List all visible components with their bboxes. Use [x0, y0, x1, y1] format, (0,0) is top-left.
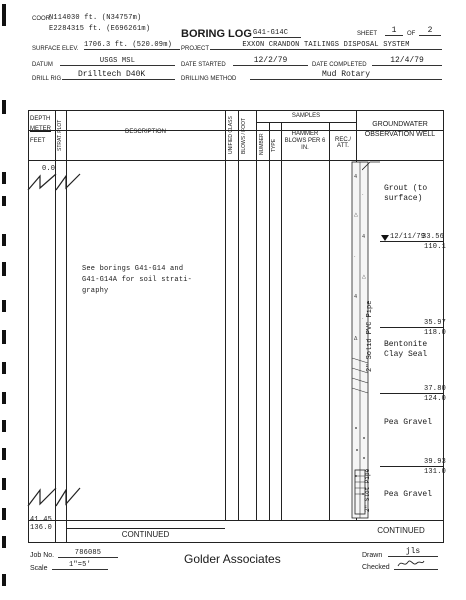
col-blows-foot: BLOWS / FOOT — [241, 117, 247, 154]
svg-text:4: 4 — [362, 234, 366, 240]
drawn-by: jls — [388, 547, 438, 557]
description-text: See borings G41-G14 and G41-G14A for soil strati- graphy — [82, 265, 193, 295]
pea-gravel-1-depth-m: 37.80 — [424, 385, 447, 393]
depth-top: 0.0 — [42, 165, 56, 173]
col-feet: FEET — [30, 138, 46, 144]
drill-rig: Drilltech D40K — [62, 70, 175, 80]
grout-label: Grout (to surface) — [384, 184, 428, 203]
svg-text:4: 4 — [354, 294, 358, 300]
break-symbol-bottom — [26, 486, 82, 510]
boring-id: G41-G14C — [253, 29, 301, 38]
drilling-method-label: DRILLING METHOD — [181, 76, 237, 82]
pea-gravel-1-label: Pea Gravel — [384, 418, 433, 427]
water-depth-m: 33.56 — [422, 233, 445, 241]
scale-label: Scale — [30, 565, 48, 572]
project-label: PROJECT — [181, 46, 210, 52]
col-rec-att: REC./ ATT. — [334, 137, 351, 149]
grout-leader — [362, 160, 382, 172]
bentonite-label: Bentonite Clay Seal — [384, 340, 428, 359]
project-name: EXXON CRANDON TAILINGS DISPOSAL SYSTEM — [210, 41, 442, 50]
water-depth-ft: 110.1 — [424, 243, 447, 251]
pea-gravel-2-depth-ft: 131.0 — [424, 468, 447, 476]
svg-text:·: · — [362, 192, 364, 198]
depth-bottom-m: 136.0 — [30, 524, 53, 532]
col-groundwater-well: GROUNDWATER OBSERVATION WELL — [364, 121, 436, 138]
company-name: Golder Associates — [184, 552, 281, 566]
pea-gravel-2-depth-m: 39.93 — [424, 458, 447, 466]
datum-label: DATUM — [32, 62, 53, 68]
col-unified-class: UNIFIED CLASS — [228, 116, 234, 154]
of-label: OF — [407, 31, 416, 37]
pea-gravel-2-label: Pea Gravel — [384, 490, 433, 499]
date-started-label: DATE STARTED — [181, 62, 226, 68]
drilling-method: Mud Rotary — [250, 70, 442, 80]
col-depth: DEPTH — [30, 116, 51, 122]
date-completed-label: DATE COMPLETED — [312, 62, 367, 68]
coor-east: E2284315 ft. (E696261m) — [49, 25, 151, 33]
drill-rig-label: DRILL RIG — [32, 76, 62, 82]
svg-text:Δ: Δ — [354, 336, 358, 342]
coor-label: COOR. — [32, 16, 52, 22]
page-title: BORING LOG — [181, 28, 252, 40]
pipe-slot-label: 2" Slot Pipe — [364, 468, 371, 512]
bentonite-depth-m: 35.97 — [424, 319, 447, 327]
checked-label: Checked — [362, 564, 390, 571]
col-meter: METER — [30, 126, 51, 132]
date-started: 12/2/79 — [233, 56, 308, 66]
bentonite-depth-ft: 118.0 — [424, 329, 447, 337]
datum: USGS MSL — [60, 57, 175, 66]
col-number: NUMBER — [259, 133, 265, 155]
col-samples: SAMPLES — [291, 113, 321, 119]
svg-text:4: 4 — [354, 174, 358, 180]
col-description: DESCRIPTION — [124, 129, 166, 135]
job-no-label: Job No. — [30, 552, 55, 559]
col-hammer-blows: HAMMER BLOWS PER 6 IN. — [284, 131, 326, 151]
checked-signature — [396, 557, 426, 569]
depth-bottom-ft: 41.45 — [30, 516, 53, 524]
coor-north: N114030 ft. (N34757m) — [49, 14, 142, 22]
col-type: TYPE — [271, 138, 277, 152]
continued-left: CONTINUED — [121, 530, 170, 539]
water-date: 12/11/79 — [390, 233, 426, 241]
sheet-label: SHEET — [357, 31, 378, 37]
checked-by-line — [394, 569, 438, 570]
surface-elev: 1706.3 ft. (520.09m) — [84, 41, 180, 50]
drawn-label: Drawn — [362, 552, 383, 559]
svg-text:·: · — [362, 316, 364, 322]
scale: 1"=5' — [52, 561, 108, 570]
col-strat-plot: STRAT. PLOT — [57, 119, 63, 151]
sheet-total: 2 — [419, 26, 441, 36]
break-symbol — [26, 172, 82, 194]
job-no: 786085 — [58, 549, 118, 558]
svg-text:·: · — [354, 254, 356, 260]
sheet-number: 1 — [385, 26, 403, 36]
date-completed: 12/4/79 — [372, 56, 442, 66]
svg-text:△: △ — [354, 212, 358, 218]
pea-gravel-1-depth-ft: 124.0 — [424, 395, 447, 403]
surface-elev-label: SURFACE ELEV. — [32, 46, 79, 52]
continued-right: CONTINUED — [377, 526, 425, 535]
svg-text:△: △ — [362, 274, 366, 280]
pipe-solid-label: 2" Solid PVC Pipe — [366, 300, 374, 372]
